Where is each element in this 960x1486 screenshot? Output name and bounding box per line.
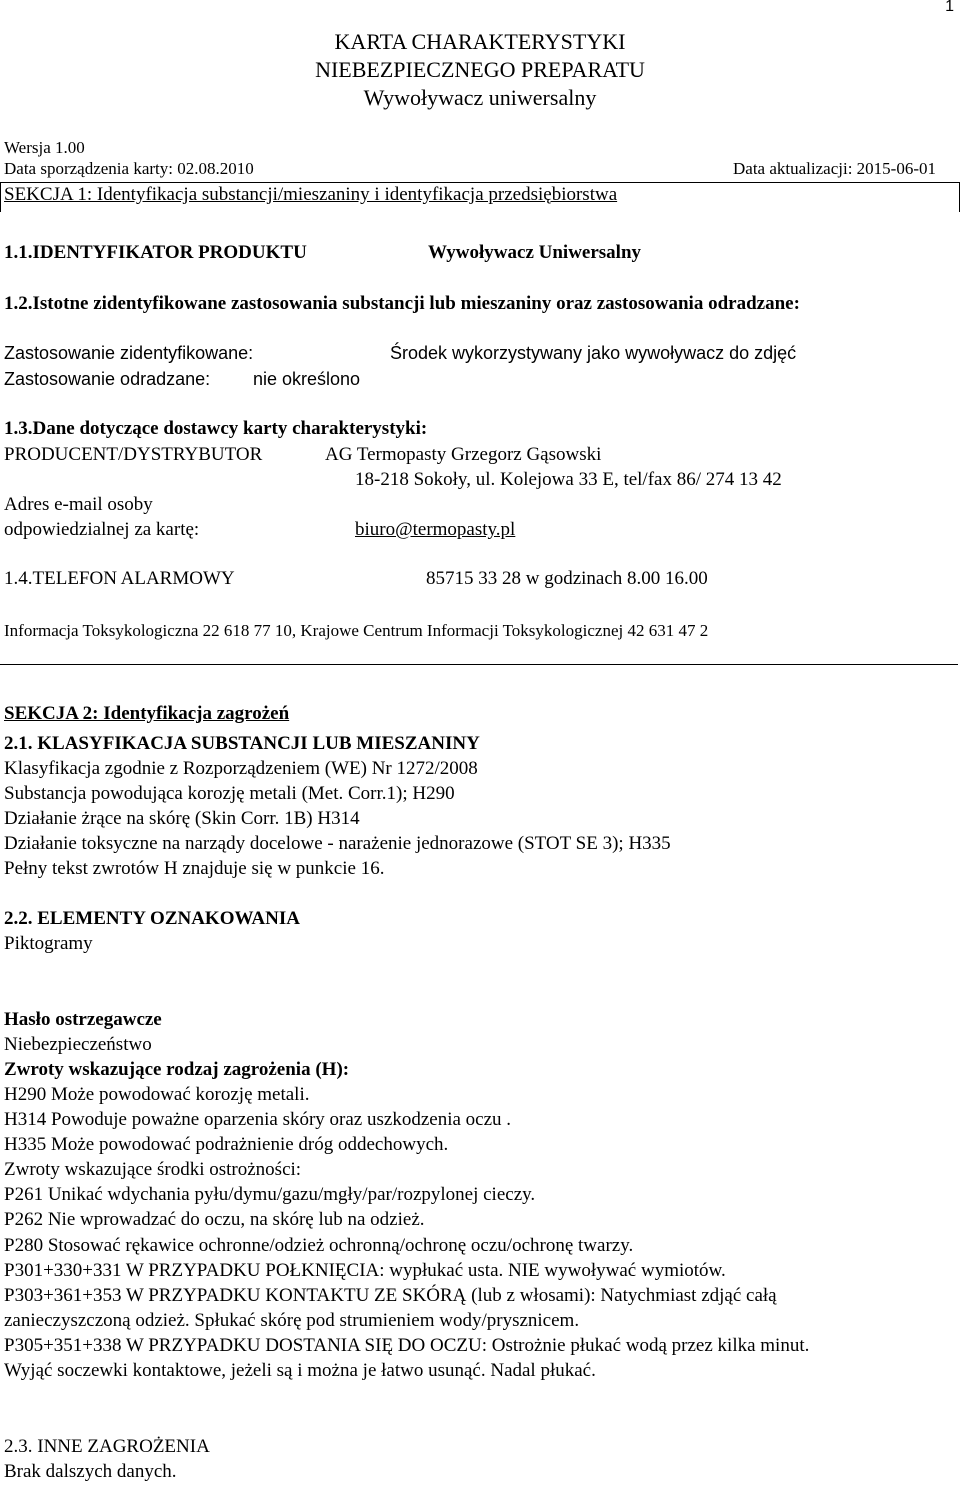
email-label-line2: odpowiedzialnej za kartę:	[4, 519, 200, 540]
s22-heading: 2.2. ELEMENTY OZNAKOWANIA	[4, 908, 300, 929]
s21-line: Substancja powodująca korozję metali (Met. Corr.1); H290	[4, 783, 455, 804]
precaution-line: P303+361+353 W PRZYPADKU KONTAKTU ZE SKÓRĄ (lub z włosami): Natychmiast zdjąć całą	[4, 1285, 777, 1306]
precaution-line: P280 Stosować rękawice ochronne/odzież ochronną/ochronę oczu/ochronę twarzy.	[4, 1235, 634, 1256]
precaution-line: P262 Nie wprowadzać do oczu, na skórę lub na odzież.	[4, 1209, 425, 1230]
s14-value: 85715 33 28 w godzinach 8.00 16.00	[426, 568, 708, 589]
s21-heading: 2.1. KLASYFIKACJA SUBSTANCJI LUB MIESZANINY	[4, 733, 480, 754]
pictograms-label: Piktogramy	[4, 933, 93, 954]
s21-line: Pełny tekst zwrotów H znajduje się w punkcie 16.	[4, 858, 385, 879]
email-link[interactable]: biuro@termopasty.pl	[355, 519, 516, 540]
hazard-heading: Zwroty wskazujące rodzaj zagrożenia (H):	[4, 1059, 350, 1080]
s21-line: Klasyfikacja zgodnie z Rozporządzeniem (WE) Nr 1272/2008	[4, 758, 478, 779]
s23-value: Brak dalszych danych.	[4, 1461, 177, 1482]
section2-heading: SEKCJA 2: Identyfikacja zagrożeń	[4, 703, 290, 724]
producer-address: 18-218 Sokoły, ul. Kolejowa 33 E, tel/fax 86/ 274 13 42	[355, 469, 782, 490]
hazard-line: H314 Powoduje poważne oparzenia skóry oraz uszkodzenia oczu .	[4, 1109, 512, 1130]
signal-word-label: Hasło ostrzegawcze	[4, 1009, 162, 1030]
precaution-line: P301+330+331 W PRZYPADKU POŁKNIĘCIA: wypłukać usta. NIE wywoływać wymiotów.	[4, 1260, 726, 1281]
s23-heading: 2.3. INNE ZAGROŻENIA	[4, 1436, 210, 1457]
precaution-line: zanieczyszczoną odzież. Spłukać skórę pod strumieniem wody/prysznicem.	[4, 1310, 580, 1331]
document-title-line1: KARTA CHARAKTERYSTYKI	[334, 29, 626, 54]
email-label-line1: Adres e-mail osoby	[4, 494, 153, 515]
updated-date: Data aktualizacji: 2015-06-01	[733, 159, 936, 178]
use-advised-label: Zastosowanie odradzane:	[4, 369, 211, 389]
s11-label: 1.1.IDENTYFIKATOR PRODUKTU	[4, 242, 307, 263]
section1-heading	[4, 184, 617, 206]
hazard-line: H290 Może powodować korozję metali.	[4, 1084, 310, 1105]
precaution-line: P305+351+338 W PRZYPADKU DOSTANIA SIĘ DO OCZU: Ostrożnie płukać wodą przez kilka minut.	[4, 1335, 810, 1356]
s14-label: 1.4.TELEFON ALARMOWY	[4, 568, 235, 589]
version-label: Wersja 1.00	[4, 138, 85, 157]
created-date: Data sporządzenia karty: 02.08.2010	[4, 159, 254, 178]
s21-line: Działanie żrące na skórę (Skin Corr. 1B) H314	[4, 808, 360, 829]
section1-box-top	[0, 182, 960, 183]
use-identified-label: Zastosowanie zidentyfikowane:	[4, 343, 254, 363]
use-identified-value: Środek wykorzystywany jako wywoływacz do zdjęć	[390, 343, 797, 363]
precaution-line: Wyjąć soczewki kontaktowe, jeżeli są i można je łatwo usunąć. Nadal płukać.	[4, 1360, 596, 1381]
precaution-line: P261 Unikać wdychania pyłu/dymu/gazu/mgły/par/rozpylonej cieczy.	[4, 1184, 536, 1205]
section1-box-left	[0, 182, 1, 212]
section1-heading-text: SEKCJA 1: Identyfikacja substancji/mieszaniny i identyfikacja przedsiębiorstwa	[4, 184, 618, 205]
producer-label: PRODUCENT/DYSTRYBUTOR	[4, 444, 263, 465]
section-separator	[0, 664, 958, 665]
tox-info: Informacja Toksykologiczna 22 618 77 10, Krajowe Centrum Informacji Toksykologicznej 42 631 47 2	[4, 621, 709, 640]
product-name-title: Wywoływacz uniwersalny	[363, 85, 597, 110]
s12-heading: 1.2.Istotne zidentyfikowane zastosowania substancji lub mieszaniny oraz zastosowania odradzane:	[4, 293, 800, 314]
precaution-heading: Zwroty wskazujące środki ostrożności:	[4, 1159, 302, 1180]
s13-heading: 1.3.Dane dotyczące dostawcy karty charakterystyki:	[4, 418, 428, 439]
s11-value: Wywoływacz Uniwersalny	[428, 242, 642, 263]
producer-name: AG Termopasty Grzegorz Gąsowski	[325, 444, 602, 465]
document-title-line2: NIEBEZPIECZNEGO PREPARATU	[315, 57, 645, 82]
hazard-line: H335 Może powodować podrażnienie dróg oddechowych.	[4, 1134, 449, 1155]
page-number: 1	[945, 0, 954, 15]
s21-line: Działanie toksyczne na narządy docelowe - narażenie jednorazowe (STOT SE 3); H335	[4, 833, 671, 854]
use-advised-value: nie określono	[253, 369, 361, 389]
signal-word-value: Niebezpieczeństwo	[4, 1034, 152, 1055]
